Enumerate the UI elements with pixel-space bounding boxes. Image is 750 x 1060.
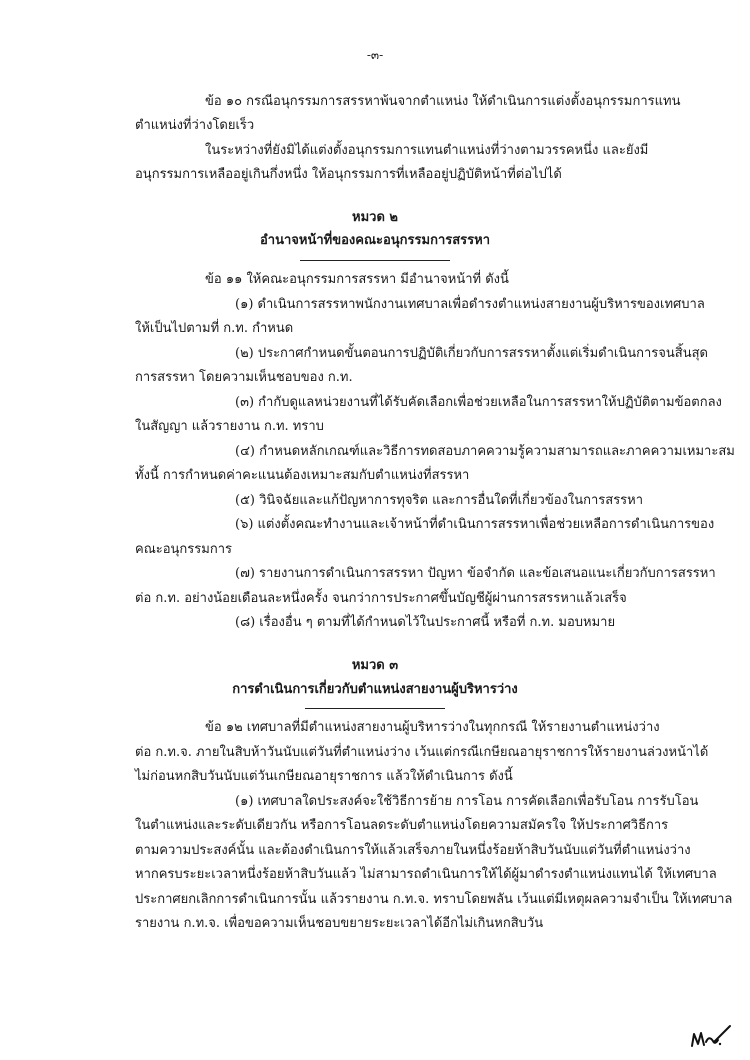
clause12-item1-line1: (๑) เทศบาลใดประสงค์จะใช้วิธีการย้าย การโอน การคัดเลือกเพื่อรับโอน การรับโอน [235,794,699,809]
clause11-item6-line2: คณะอนุกรรมการ [135,542,232,557]
clause11-item8: (๘) เรื่องอื่น ๆ ตามที่ได้กำหนดไว้ในประกาศนี้ หรือที่ ก.ท. มอบหมาย [235,615,616,630]
clause10-line2: ตำแหน่งที่ว่างโดยเร็ว [135,118,255,133]
handwritten-initials-signature [688,1020,734,1050]
clause11-item1-line2: ให้เป็นไปตามที่ ก.ท. กำหนด [135,321,294,336]
clause10-para2-line2: อนุกรรมการเหลืออยู่เกินกึ่งหนึ่ง ให้อนุกรรมการที่เหลืออยู่ปฏิบัติหน้าที่ต่อไปได้ [135,167,562,182]
clause12-item1-line3: ตามความประสงค์นั้น และต้องดำเนินการให้แล้วเสร็จภายในหนึ่งร้อยห้าสิบวันนับแต่วันที่ตำแหน่งว่าง [135,843,691,858]
clause12-line3: ไม่ก่อนหกสิบวันนับแต่วันเกษียณอายุราชการ แล้วให้ดำเนินการ ดังนี้ [135,769,513,784]
clause11-item3-line2: ในสัญญา แล้วรายงาน ก.ท. ทราบ [135,419,324,434]
clause12-item1-line6: รายงาน ก.ท.จ. เพื่อขอความเห็นชอบขยายระยะเวลาได้อีกไม่เกินหกสิบวัน [135,916,544,931]
chapter3-title: หมวด ๓ [351,658,399,673]
chapter2-title: หมวด ๒ [352,210,398,225]
clause11-item2-line1: (๒) ประกาศกำหนดขั้นตอนการปฏิบัติเกี่ยวกับการสรรหาตั้งแต่เริ่มดำเนินการจนสิ้นสุด [235,346,708,361]
chapter3-rule [305,708,445,709]
clause12-line1: ข้อ ๑๒ เทศบาลที่มีตำแหน่งสายงานผู้บริหารว่างในทุกกรณี ให้รายงานตำแหน่งว่าง [205,720,660,735]
clause11-item7-line1: (๗) รายงานการดำเนินการสรรหา ปัญหา ข้อจำกัด และข้อเสนอแนะเกี่ยวกับการสรรหา [235,566,716,581]
chapter2-subtitle: อำนาจหน้าที่ของคณะอนุกรรมการสรรหา [259,233,491,248]
clause12-item1-line5: ประกาศยกเลิกการดำเนินการนั้น แล้วรายงาน ก.ท.จ. ทราบโดยพลัน เว้นแต่มีเหตุผลความจำเป็น ให้เทศบาล [135,892,733,907]
clause10-line1: ข้อ ๑๐ กรณีอนุกรรมการสรรหาพ้นจากตำแหน่ง ให้ดำเนินการแต่งตั้งอนุกรรมการแทน [205,94,681,109]
clause11-item1-line1: (๑) ดำเนินการสรรหาพนักงานเทศบาลเพื่อดำรงตำแหน่งสายงานผู้บริหารของเทศบาล [235,297,705,312]
clause11-item7-line2: ต่อ ก.ท. อย่างน้อยเดือนละหนึ่งครั้ง จนกว่าการประกาศขึ้นบัญชีผู้ผ่านการสรรหาแล้วเสร็จ [135,591,627,606]
clause11-item2-line2: การสรรหา โดยความเห็นชอบของ ก.ท. [135,370,353,385]
clause11-item5: (๕) วินิจฉัยและแก้ปัญหาการทุจริต และการอื่นใดที่เกี่ยวข้องในการสรรหา [235,493,644,508]
clause10-para2-line1: ในระหว่างที่ยังมิได้แต่งตั้งอนุกรรมการแทนตำแหน่งที่ว่างตามวรรคหนึ่ง และยังมี [205,143,649,158]
clause11-item4-line1: (๔) กำหนดหลักเกณฑ์และวิธีการทดสอบภาคความรู้ความสามารถและภาคความเหมาะสม [235,444,735,459]
chapter3-subtitle: การดำเนินการเกี่ยวกับตำแหน่งสายงานผู้บริหารว่าง [232,682,518,697]
chapter2-rule [300,260,450,261]
clause12-line2: ต่อ ก.ท.จ. ภายในสิบห้าวันนับแต่วันที่ตำแหน่งว่าง เว้นแต่กรณีเกษียณอายุราชการให้รายงานล่วงหน้าได้ [135,745,709,760]
clause11-item4-line2: ทั้งนี้ การกำหนดค่าคะแนนต้องเหมาะสมกับตำแหน่งที่สรรหา [135,468,470,483]
clause11-item3-line1: (๓) กำกับดูแลหน่วยงานที่ได้รับคัดเลือกเพื่อช่วยเหลือในการสรรหาให้ปฏิบัติตามข้อตกลง [235,395,722,410]
page-number: -๓- [366,48,384,62]
clause11-intro: ข้อ ๑๑ ให้คณะอนุกรรมการสรรหา มีอำนาจหน้าที่ ดังนี้ [205,272,509,287]
clause11-item6-line1: (๖) แต่งตั้งคณะทำงานและเจ้าหน้าที่ดำเนินการสรรหาเพื่อช่วยเหลือการดำเนินการของ [235,517,715,532]
clause12-item1-line2: ในตำแหน่งและระดับเดียวกัน หรือการโอนลดระดับตำแหน่งโดยความสมัครใจ ให้ประกาศวิธีการ [135,818,669,833]
clause12-item1-line4: หากครบระยะเวลาหนึ่งร้อยห้าสิบวันแล้ว ไม่สามารถดำเนินการให้ได้ผู้มาดำรงตำแหน่งแทนได้ ให้เทศบาล [135,867,717,882]
